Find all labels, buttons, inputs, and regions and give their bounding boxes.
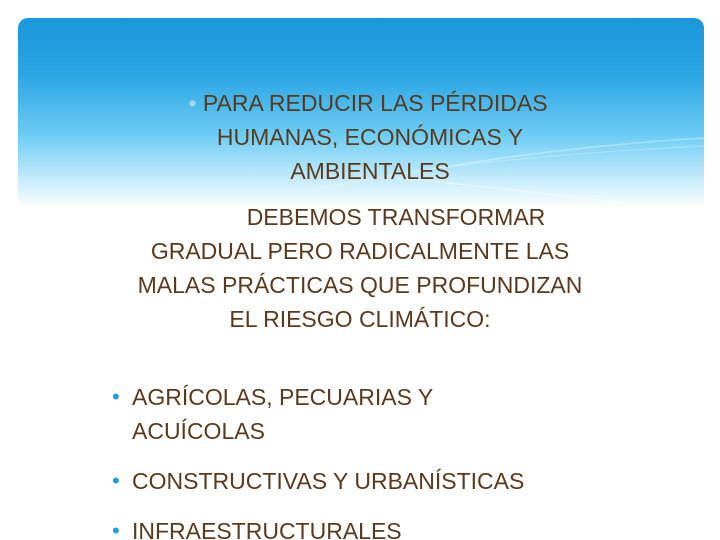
bullet-item-line1: CONSTRUCTIVAS Y URBANÍSTICAS <box>132 468 525 494</box>
bullet-icon: • <box>112 468 120 493</box>
text-line-3: AMBIENTALES <box>290 158 450 184</box>
bullet-item-line1: INFRAESTRUCTURALES <box>132 518 402 540</box>
text-line-4: DEBEMOS TRANSFORMAR <box>246 204 546 230</box>
bullet-item <box>112 464 712 498</box>
bullet-icon: • <box>112 518 120 540</box>
text-line-2: HUMANAS, ECONÓMICAS Y <box>216 124 524 150</box>
bullet-list <box>112 380 712 540</box>
bullet-item-line1: AGRÍCOLAS, PECUARIAS Y <box>132 384 434 410</box>
text-line-5: GRADUAL PERO RADICALMENTE LAS <box>150 238 570 264</box>
bullet-icon: • <box>112 384 120 409</box>
bullet-item <box>112 380 712 448</box>
text-line-7: EL RIESGO CLIMÁTICO: <box>229 306 491 332</box>
bullet-item <box>112 514 712 540</box>
text-line-1-label: PARA REDUCIR LAS PÉRDIDAS <box>202 90 548 116</box>
faint-bullet-icon: • <box>188 90 197 116</box>
main-text <box>0 86 720 336</box>
text-line-1 <box>0 86 720 120</box>
bullet-item-line2: ACUÍCOLAS <box>132 418 265 444</box>
text-line-6: MALAS PRÁCTICAS QUE PROFUNDIZAN <box>137 272 583 298</box>
